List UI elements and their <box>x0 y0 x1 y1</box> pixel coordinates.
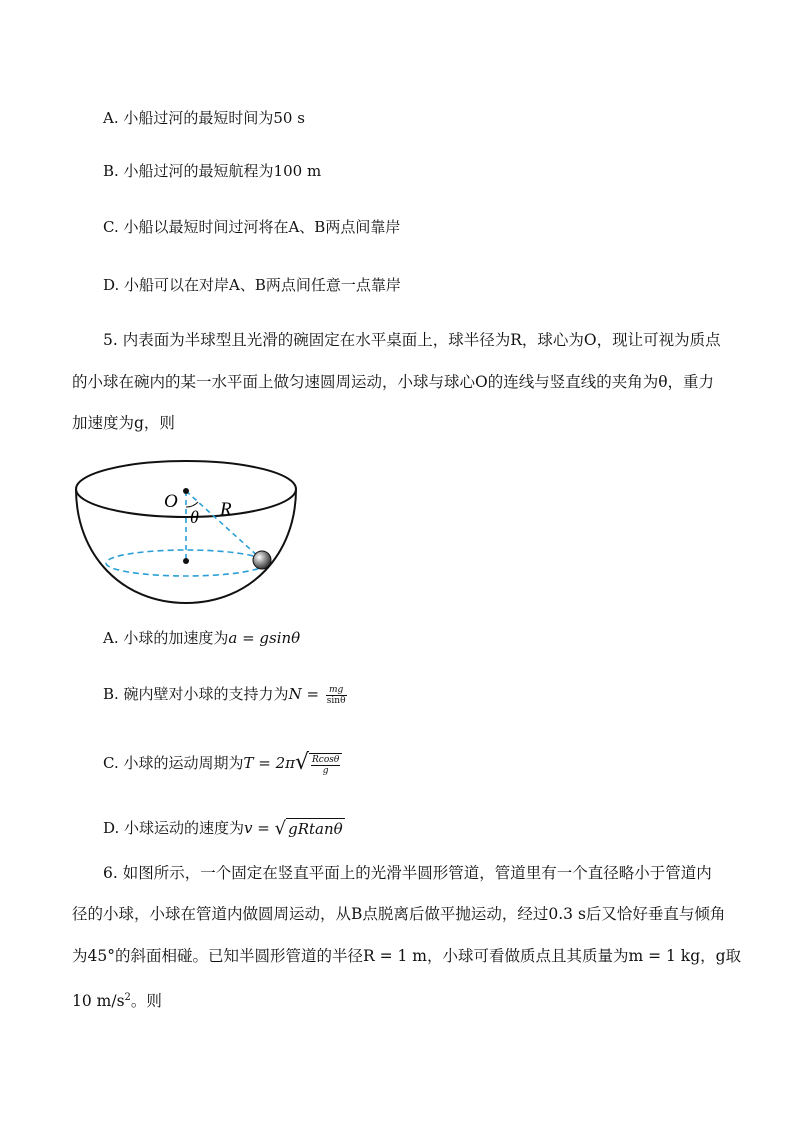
circle-center-point <box>183 558 189 564</box>
q4-option-d: D. 小船可以在对岸A、B两点间任意一点靠岸 <box>103 276 401 294</box>
label-theta: θ <box>190 507 199 527</box>
q5-option-d <box>103 818 345 840</box>
q6-stem-line2: 径的小球，小球在管道内做圆周运动，从B点脱离后做平抛运动，经过0.3 s后又恰好垂直与倾角 <box>72 905 726 923</box>
q5-option-d-prefix: D. 小球运动的速度为 <box>103 819 245 837</box>
q5-option-c <box>103 752 342 776</box>
q6-stem-line4 <box>72 987 162 1012</box>
ball <box>253 551 271 569</box>
q5-option-a-expr: a = gsinθ <box>228 629 301 647</box>
q5-option-c-lhs: T = 2π <box>243 753 295 772</box>
q5-option-d-lhs: v = <box>244 819 275 837</box>
center-point <box>183 488 189 494</box>
q5-option-c-sqrt: √ $\frac{Rcos\theta}{g}$ <box>295 752 342 776</box>
q5-option-c-den: g <box>322 765 329 776</box>
q5-stem-line2: 的小球在碗内的某一水平面上做匀速圆周运动，小球与球心O的连线与竖直线的夹角为θ，重力 <box>72 373 715 391</box>
q6-unit-main: 10 m/s <box>72 992 125 1011</box>
q5-option-c-fraction <box>311 755 340 776</box>
q5-option-b-den: sinθ <box>326 695 346 706</box>
q5-stem-line3: 加速度为g，则 <box>72 414 175 432</box>
q6-unit-tail: 。则 <box>130 992 162 1011</box>
q5-option-b-lhs: N = <box>288 685 324 703</box>
q5-option-c-num: Rcosθ <box>312 754 340 765</box>
q4-option-a: A. 小船过河的最短时间为50 s <box>103 109 305 127</box>
q6-stem-line1: 6. 如图所示，一个固定在竖直平面上的光滑半圆形管道，管道里有一个直径略小于管道内 <box>103 864 712 882</box>
q5-option-a <box>103 628 300 648</box>
q5-option-b <box>103 684 347 706</box>
q4-option-c: C. 小船以最短时间过河将在A、B两点间靠岸 <box>103 218 401 236</box>
q5-option-b-fraction <box>326 685 347 706</box>
q5-option-b-prefix: B. 碗内壁对小球的支持力为 <box>103 685 289 703</box>
q6-unit-sup: 2 <box>124 992 131 1003</box>
q5-option-b-num: mg <box>326 685 347 696</box>
q4-option-b: B. 小船过河的最短航程为100 m <box>103 162 322 180</box>
label-r: R <box>220 499 232 520</box>
q6-stem-line3: 为45°的斜面相碰。已知半圆形管道的半径R = 1 m，小球可看做质点且其质量为m = 1 kg，g取 <box>72 947 742 965</box>
label-o: O <box>164 491 178 512</box>
bowl-figure <box>72 455 304 607</box>
q5-option-a-prefix: A. 小球的加速度为 <box>103 629 229 647</box>
q5-option-d-radicand: gRtanθ <box>288 820 343 838</box>
q5-option-d-sqrt: √ gRtanθ <box>274 818 343 839</box>
q5-option-c-prefix: C. 小球的运动周期为 <box>103 753 244 772</box>
q5-stem-line1: 5. 内表面为半球型且光滑的碗固定在水平桌面上，球半径为R，球心为O，现让可视为质点 <box>103 331 721 349</box>
